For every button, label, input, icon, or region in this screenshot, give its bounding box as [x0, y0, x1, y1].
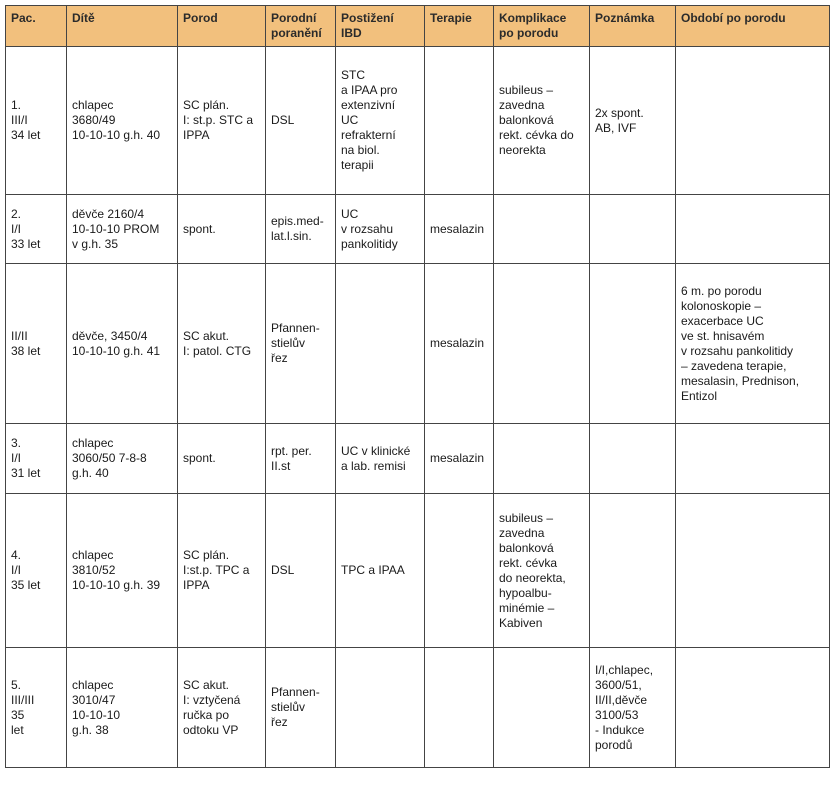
- table-cell: [590, 264, 676, 424]
- header-postizeni-ibd: Postižení IBD: [336, 6, 425, 47]
- header-row: [6, 6, 830, 47]
- header-poznamka: Poznámka: [590, 6, 676, 47]
- table-cell: TPC a IPAA: [336, 494, 425, 648]
- table-cell: subileus – zavedna balonková rekt. cévka do neorekta, hypoalbu- minémie – Kabiven: [494, 494, 590, 648]
- header-dite: Dítě: [67, 6, 178, 47]
- table-cell: [494, 648, 590, 768]
- table-cell: UC v rozsahu pankolitidy: [336, 195, 425, 264]
- table-row: [6, 424, 830, 494]
- table-cell: [425, 648, 494, 768]
- table-cell: UC v klinické a lab. remisi: [336, 424, 425, 494]
- table-cell: děvče 2160/4 10-10-10 PROM v g.h. 35: [67, 195, 178, 264]
- table-row: [6, 264, 830, 424]
- table-cell: STC a IPAA pro extenzivní UC refrakterní na biol. terapii: [336, 47, 425, 195]
- table-cell: 1. III/I 34 let: [6, 47, 67, 195]
- table-cell: DSL: [266, 494, 336, 648]
- table-cell: 3. I/I 31 let: [6, 424, 67, 494]
- table-cell: [336, 264, 425, 424]
- table-cell: SC akut. I: patol. CTG: [178, 264, 266, 424]
- table-cell: SC plán. I: st.p. STC a IPPA: [178, 47, 266, 195]
- table-cell: [590, 494, 676, 648]
- table-cell: Pfannen- stielův řez: [266, 264, 336, 424]
- table-cell: [494, 195, 590, 264]
- table-cell: [425, 47, 494, 195]
- header-porodni-poraneni: Porodní poranění: [266, 6, 336, 47]
- table-cell: subileus – zavedna balonková rekt. cévka do neorekta: [494, 47, 590, 195]
- table-cell: děvče, 3450/4 10-10-10 g.h. 41: [67, 264, 178, 424]
- table-cell: mesalazin: [425, 264, 494, 424]
- table-cell: [676, 195, 830, 264]
- table-cell: spont.: [178, 195, 266, 264]
- table-cell: mesalazin: [425, 424, 494, 494]
- table-cell: [494, 424, 590, 494]
- table-cell: mesalazin: [425, 195, 494, 264]
- table-cell: spont.: [178, 424, 266, 494]
- clinical-table: [5, 5, 830, 768]
- table-row: [6, 494, 830, 648]
- table-row: [6, 648, 830, 768]
- table-cell: II/II 38 let: [6, 264, 67, 424]
- header-porod: Porod: [178, 6, 266, 47]
- header-pac: Pac.: [6, 6, 67, 47]
- table-cell: [590, 424, 676, 494]
- header-komplikace: Komplikace po porodu: [494, 6, 590, 47]
- table-cell: 6 m. po porodu kolonoskopie – exacerbace UC ve st. hnisavém v rozsahu pankolitidy – zavedena terapie, mesalasin, Prednison, Entizol: [676, 264, 830, 424]
- table-cell: Pfannen- stielův řez: [266, 648, 336, 768]
- table-cell: SC plán. I:st.p. TPC a IPPA: [178, 494, 266, 648]
- table-cell: rpt. per. II.st: [266, 424, 336, 494]
- table-row: [6, 47, 830, 195]
- header-obdobi: Období po porodu: [676, 6, 830, 47]
- table-cell: [676, 47, 830, 195]
- table-cell: 4. I/I 35 let: [6, 494, 67, 648]
- table-cell: [676, 424, 830, 494]
- table-cell: chlapec 3010/47 10-10-10 g.h. 38: [67, 648, 178, 768]
- header-terapie: Terapie: [425, 6, 494, 47]
- table-cell: I/I,chlapec, 3600/51, II/II,děvče 3100/53 - Indukce porodů: [590, 648, 676, 768]
- table-cell: 2x spont. AB, IVF: [590, 47, 676, 195]
- table-cell: chlapec 3060/50 7-8-8 g.h. 40: [67, 424, 178, 494]
- table-cell: [494, 264, 590, 424]
- table-cell: [676, 648, 830, 768]
- table-cell: [336, 648, 425, 768]
- table-row: [6, 195, 830, 264]
- table-cell: chlapec 3810/52 10-10-10 g.h. 39: [67, 494, 178, 648]
- table-cell: [590, 195, 676, 264]
- table-cell: 5. III/III 35 let: [6, 648, 67, 768]
- table-cell: chlapec 3680/49 10-10-10 g.h. 40: [67, 47, 178, 195]
- table-cell: 2. I/I 33 let: [6, 195, 67, 264]
- table-cell: [425, 494, 494, 648]
- table-cell: SC akut. I: vztyčená ručka po odtoku VP: [178, 648, 266, 768]
- table-cell: DSL: [266, 47, 336, 195]
- table-cell: epis.med- lat.l.sin.: [266, 195, 336, 264]
- table-cell: [676, 494, 830, 648]
